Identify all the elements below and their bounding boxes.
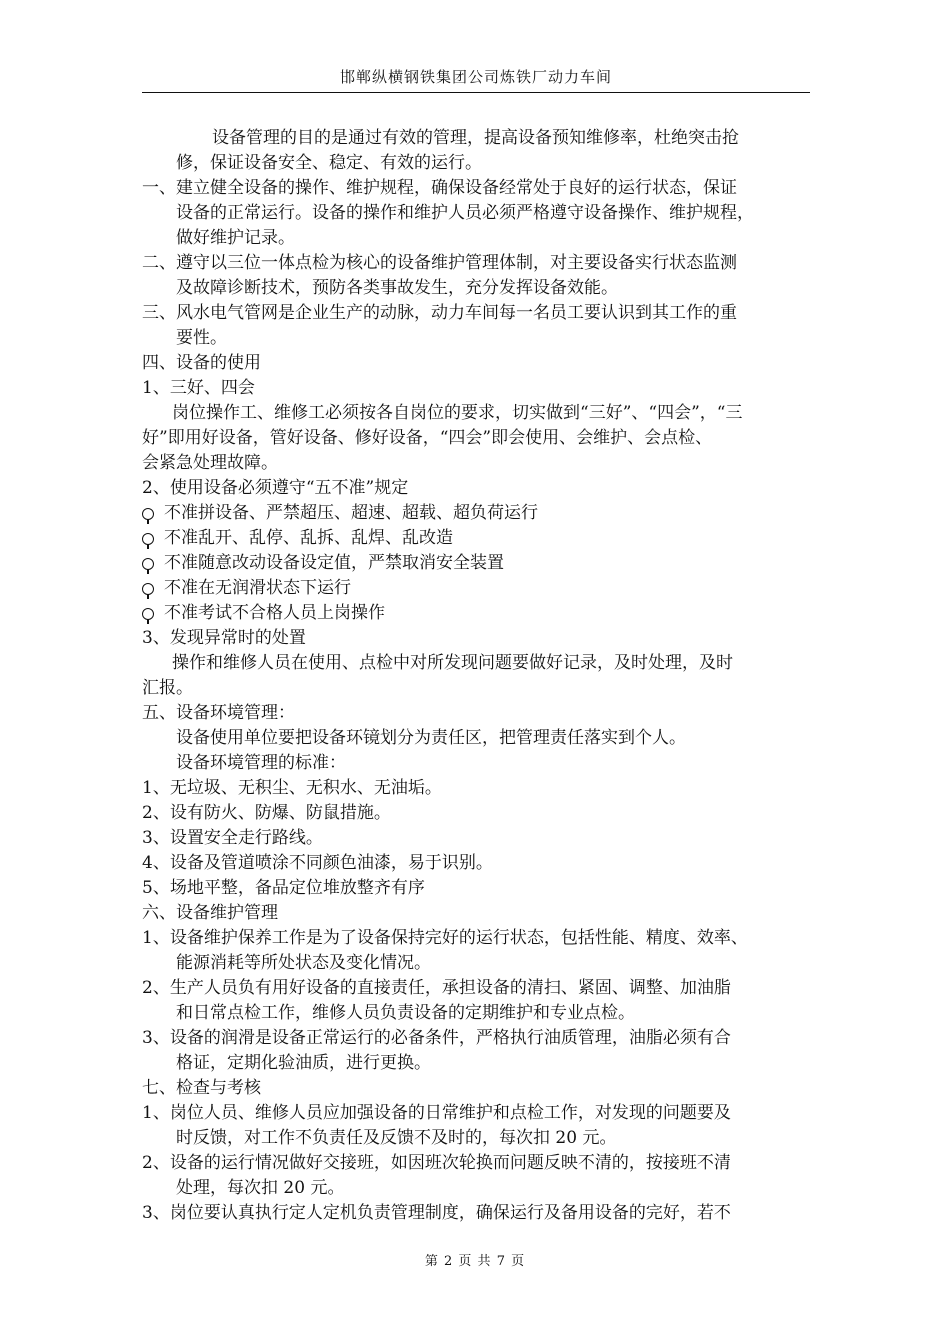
subsection-heading: 1、三好、四会 [142,378,255,398]
intro-line: 设备管理的目的是通过有效的管理，提高设备预知维修率，杜绝突击抢 [212,128,739,148]
section-3-line: 三、风水电气管网是企业生产的动脉，动力车间每一名员工要认识到其工作的重 [142,303,737,323]
bullet-icon [142,508,154,520]
list-item: 1、岗位人员、维修人员应加强设备的日常维护和点检工作，对发现的问题要及 [142,1103,731,1123]
paragraph-line: 好”即用好设备，管好设备、修好设备，“四会”即会使用、会维护、会点检、 [142,428,713,448]
list-item: 2、生产人员负有用好设备的直接责任，承担设备的清扫、紧固、调整、加油脂 [142,978,731,998]
paragraph-line: 设备环境管理的标准： [176,753,346,773]
paragraph-line: 岗位操作工、维修工必须按各自岗位的要求，切实做到“三好”、“四会”，“三 [172,403,743,423]
bullet-icon [142,608,154,620]
paragraph-line: 操作和维修人员在使用、点检中对所发现问题要做好记录，及时处理，及时 [172,653,733,673]
paragraph-line: 汇报。 [142,678,193,698]
section-3-line: 要性。 [176,328,227,348]
list-item: 4、设备及管道喷涂不同颜色油漆，易于识别。 [142,853,493,873]
list-item-continuation: 格证，定期化验油质，进行更换。 [176,1053,431,1073]
list-item [142,501,812,526]
list-item-continuation: 和日常点检工作，维修人员负责设备的定期维护和专业点检。 [176,1003,635,1023]
list-item [142,526,812,551]
list-item: 3、设置安全走行路线。 [142,828,323,848]
header-divider [142,92,810,93]
page-number: 第 2 页 共 7 页 [424,1254,526,1269]
section-4-heading: 四、设备的使用 [142,353,261,373]
section-1-line: 做好维护记录。 [176,228,295,248]
intro-line: 修，保证设备安全、稳定、有效的运行。 [176,153,482,173]
bullet-icon [142,583,154,595]
list-item: 2、设有防火、防爆、防鼠措施。 [142,803,391,823]
list-item [142,551,812,576]
section-2-line: 及故障诊断技术，预防各类事故发生，充分发挥设备效能。 [176,278,618,298]
list-item: 1、无垃圾、无积尘、无积水、无油垢。 [142,778,442,798]
bullet-icon [142,533,154,545]
list-item: 1、设备维护保养工作是为了设备保持完好的运行状态，包括性能、精度、效率、 [142,928,748,948]
section-6-heading: 六、设备维护管理 [142,903,278,923]
paragraph-line: 会紧急处理故障。 [142,453,278,473]
list-item-continuation: 处理，每次扣 20 元。 [176,1178,345,1198]
subsection-heading: 2、使用设备必须遵守“五不准”规定 [142,478,409,498]
list-item-text: 不准在无润滑状态下运行 [164,578,351,598]
list-item: 3、岗位要认真执行定人定机负责管理制度，确保运行及备用设备的完好，若不 [142,1203,731,1223]
section-7-heading: 七、检查与考核 [142,1078,261,1098]
list-item: 5、场地平整，备品定位堆放整齐有序 [142,878,425,898]
bullet-icon [142,558,154,570]
list-item [142,601,812,626]
section-2-line: 二、遵守以三位一体点检为核心的设备维护管理体制，对主要设备实行状态监测 [142,253,737,273]
list-item: 3、设备的润滑是设备正常运行的必备条件，严格执行油质管理，油脂必须有合 [142,1028,731,1048]
section-1-line: 一、建立健全设备的操作、维护规程，确保设备经常处于良好的运行状态，保证 [142,178,737,198]
subsection-heading: 3、发现异常时的处置 [142,628,306,648]
list-item [142,576,812,601]
list-item-text: 不准考试不合格人员上岗操作 [164,603,385,623]
list-item-text: 不准随意改动设备设定值，严禁取消安全装置 [164,553,504,573]
paragraph-line: 设备使用单位要把设备环镜划分为责任区，把管理责任落实到个人。 [176,728,686,748]
list-item-continuation: 能源消耗等所处状态及变化情况。 [176,953,431,973]
list-item: 2、设备的运行情况做好交接班，如因班次轮换而问题反映不清的，按接班不清 [142,1153,731,1173]
list-item-text: 不准拼设备、严禁超压、超速、超载、超负荷运行 [164,503,538,523]
list-item-continuation: 时反馈，对工作不负责任及反馈不及时的，每次扣 20 元。 [176,1128,617,1148]
page-header: 邯郸纵横钢铁集团公司炼铁厂动力车间 [339,68,612,86]
list-item-text: 不准乱开、乱停、乱拆、乱焊、乱改造 [164,528,453,548]
section-5-heading: 五、设备环境管理： [142,703,295,723]
document-body [142,126,812,1226]
section-1-line: 设备的正常运行。设备的操作和维护人员必须严格遵守设备操作、维护规程， [176,203,754,223]
